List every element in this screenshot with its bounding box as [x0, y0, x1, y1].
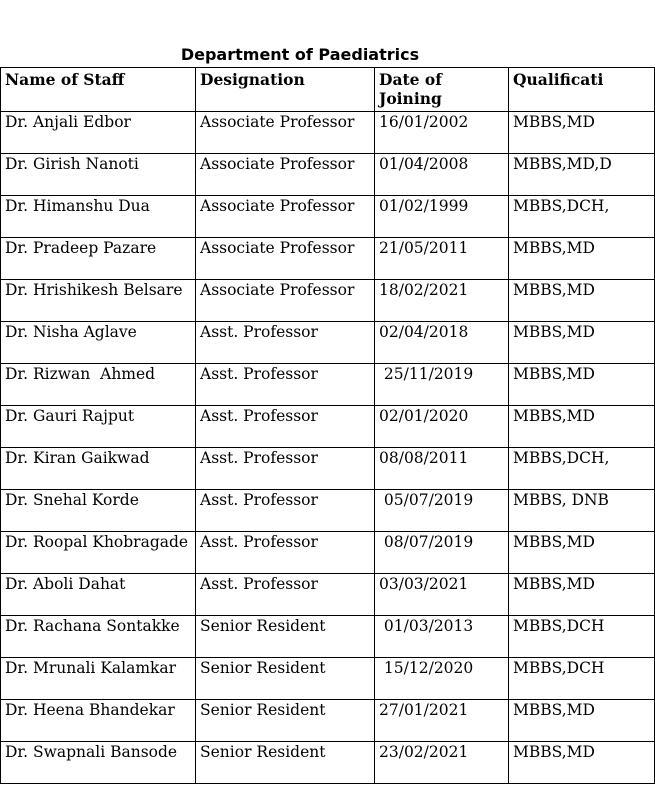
date-of-joining-cell: 02/04/2018	[375, 322, 509, 364]
table-row	[0, 532, 655, 574]
qualification-cell: MBBS,DCH,	[509, 448, 655, 490]
staff-name-cell: Dr. Hrishikesh Belsare	[1, 280, 196, 322]
staff-name-cell: Dr. Heena Bhandekar	[1, 700, 196, 742]
page-title: Department of Paediatrics	[180, 45, 420, 64]
staff-name-cell: Dr. Swapnali Bansode	[1, 742, 196, 784]
date-of-joining-cell: 16/01/2002	[375, 112, 509, 154]
date-of-joining-cell: 15/12/2020	[375, 658, 509, 700]
table-row	[0, 490, 655, 532]
staff-name-cell: Dr. Snehal Korde	[1, 490, 196, 532]
staff-name-cell: Dr. Anjali Edbor	[1, 112, 196, 154]
qualification-cell: MBBS,MD	[509, 364, 655, 406]
staff-name-cell: Dr. Mrunali Kalamkar	[1, 658, 196, 700]
designation-cell: Senior Resident	[196, 700, 375, 742]
header-date-of-joining: Date of Joining	[375, 68, 509, 112]
qualification-cell: MBBS,MD	[509, 280, 655, 322]
table-header-row	[0, 68, 655, 112]
date-of-joining-cell: 01/04/2008	[375, 154, 509, 196]
table-row	[0, 112, 655, 154]
designation-cell: Associate Professor	[196, 238, 375, 280]
qualification-cell: MBBS,DCH,	[509, 196, 655, 238]
designation-cell: Associate Professor	[196, 196, 375, 238]
table-row	[0, 742, 655, 784]
table-row	[0, 406, 655, 448]
staff-name-cell: Dr. Pradeep Pazare	[1, 238, 196, 280]
table-row	[0, 238, 655, 280]
table-row	[0, 448, 655, 490]
date-of-joining-cell: 01/03/2013	[375, 616, 509, 658]
header-qualification: Qualificati	[509, 68, 655, 112]
header-designation: Designation	[196, 68, 375, 112]
date-of-joining-cell: 01/02/1999	[375, 196, 509, 238]
designation-cell: Associate Professor	[196, 112, 375, 154]
date-of-joining-cell: 05/07/2019	[375, 490, 509, 532]
designation-cell: Associate Professor	[196, 280, 375, 322]
designation-cell: Asst. Professor	[196, 532, 375, 574]
date-of-joining-cell: 08/07/2019	[375, 532, 509, 574]
date-of-joining-cell: 23/02/2021	[375, 742, 509, 784]
staff-name-cell: Dr. Kiran Gaikwad	[1, 448, 196, 490]
designation-cell: Associate Professor	[196, 154, 375, 196]
designation-cell: Senior Resident	[196, 658, 375, 700]
designation-cell: Senior Resident	[196, 742, 375, 784]
staff-name-cell: Dr. Himanshu Dua	[1, 196, 196, 238]
qualification-cell: MBBS,MD	[509, 700, 655, 742]
qualification-cell: MBBS,MD	[509, 238, 655, 280]
staff-table	[0, 67, 655, 784]
date-of-joining-cell: 18/02/2021	[375, 280, 509, 322]
date-of-joining-cell: 27/01/2021	[375, 700, 509, 742]
staff-name-cell: Dr. Girish Nanoti	[1, 154, 196, 196]
staff-name-cell: Dr. Roopal Khobragade	[1, 532, 196, 574]
date-of-joining-cell: 08/08/2011	[375, 448, 509, 490]
table-row	[0, 154, 655, 196]
table-row	[0, 574, 655, 616]
staff-name-cell: Dr. Aboli Dahat	[1, 574, 196, 616]
qualification-cell: MBBS,DCH	[509, 616, 655, 658]
staff-name-cell: Dr. Rizwan Ahmed	[1, 364, 196, 406]
qualification-cell: MBBS,MD	[509, 112, 655, 154]
date-of-joining-cell: 02/01/2020	[375, 406, 509, 448]
staff-table-container	[0, 67, 654, 784]
staff-name-cell: Dr. Gauri Rajput	[1, 406, 196, 448]
qualification-cell: MBBS,DCH	[509, 658, 655, 700]
qualification-cell: MBBS,MD	[509, 322, 655, 364]
table-row	[0, 280, 655, 322]
designation-cell: Senior Resident	[196, 616, 375, 658]
date-of-joining-cell: 03/03/2021	[375, 574, 509, 616]
qualification-cell: MBBS,MD	[509, 532, 655, 574]
table-row	[0, 616, 655, 658]
designation-cell: Asst. Professor	[196, 364, 375, 406]
qualification-cell: MBBS, DNB	[509, 490, 655, 532]
date-of-joining-cell: 25/11/2019	[375, 364, 509, 406]
table-body	[0, 112, 655, 784]
qualification-cell: MBBS,MD	[509, 574, 655, 616]
table-row	[0, 658, 655, 700]
qualification-cell: MBBS,MD	[509, 406, 655, 448]
table-row	[0, 322, 655, 364]
designation-cell: Asst. Professor	[196, 490, 375, 532]
table-row	[0, 700, 655, 742]
staff-name-cell: Dr. Rachana Sontakke	[1, 616, 196, 658]
table-row	[0, 196, 655, 238]
qualification-cell: MBBS,MD	[509, 742, 655, 784]
staff-name-cell: Dr. Nisha Aglave	[1, 322, 196, 364]
table-row	[0, 364, 655, 406]
designation-cell: Asst. Professor	[196, 322, 375, 364]
date-of-joining-cell: 21/05/2011	[375, 238, 509, 280]
designation-cell: Asst. Professor	[196, 574, 375, 616]
designation-cell: Asst. Professor	[196, 406, 375, 448]
designation-cell: Asst. Professor	[196, 448, 375, 490]
qualification-cell: MBBS,MD,D	[509, 154, 655, 196]
header-name-of-staff: Name of Staff	[1, 68, 196, 112]
